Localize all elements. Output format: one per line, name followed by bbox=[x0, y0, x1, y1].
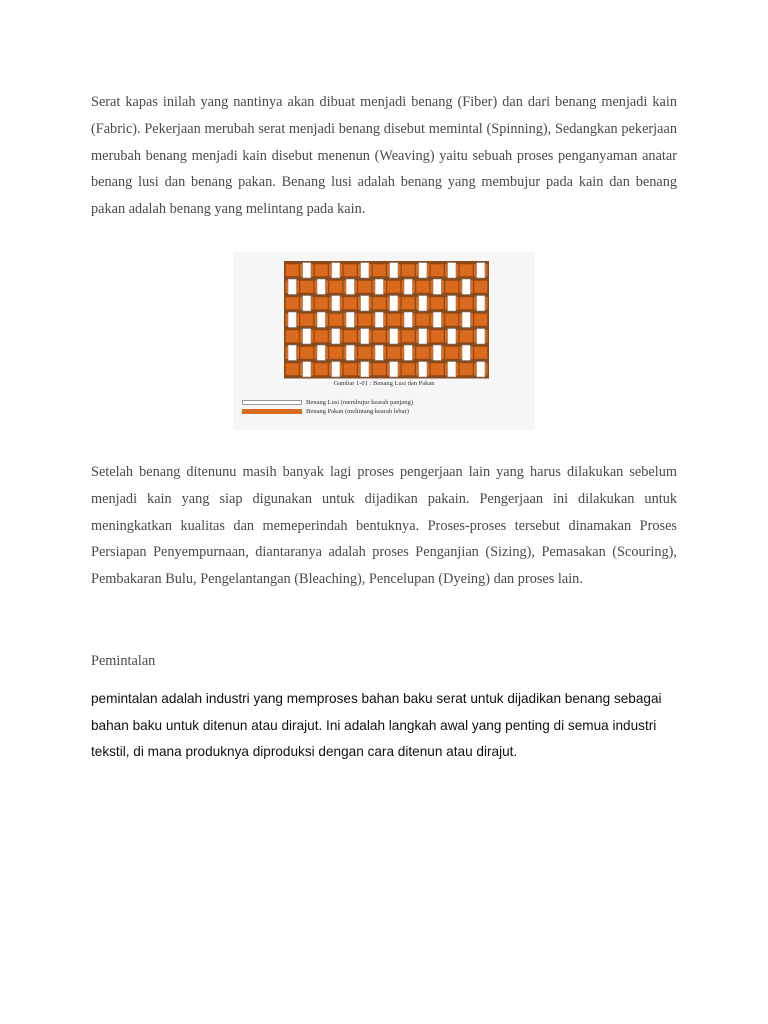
lusi-float bbox=[462, 312, 471, 328]
pakan-float bbox=[431, 330, 445, 343]
pakan-float bbox=[315, 297, 329, 310]
lusi-float bbox=[361, 263, 370, 279]
lusi-float bbox=[317, 279, 326, 295]
pakan-edge bbox=[369, 330, 372, 343]
pakan-edge bbox=[329, 297, 332, 310]
pakan-float bbox=[358, 347, 372, 360]
pakan-edge bbox=[413, 281, 416, 294]
pakan-float bbox=[460, 363, 474, 376]
lusi-float bbox=[375, 312, 384, 328]
lusi-float bbox=[404, 279, 413, 295]
lusi-float bbox=[477, 362, 486, 378]
lusi-float bbox=[303, 263, 312, 279]
pakan-edge bbox=[398, 363, 401, 376]
pakan-edge bbox=[398, 264, 401, 277]
pakan-edge bbox=[358, 297, 361, 310]
pakan-edge bbox=[329, 330, 332, 343]
pakan-float bbox=[286, 264, 300, 277]
pakan-edge bbox=[340, 363, 343, 376]
lusi-float bbox=[448, 263, 457, 279]
pakan-edge bbox=[485, 264, 488, 277]
pakan-edge bbox=[387, 330, 390, 343]
pakan-edge bbox=[471, 281, 474, 294]
weave-figure bbox=[233, 252, 535, 430]
pakan-float bbox=[460, 330, 474, 343]
pakan-float bbox=[416, 347, 430, 360]
pakan-edge bbox=[431, 314, 434, 327]
pakan-edge bbox=[445, 330, 448, 343]
pakan-float bbox=[387, 281, 401, 294]
pakan-float bbox=[329, 314, 343, 327]
pakan-edge bbox=[471, 314, 474, 327]
pakan-edge bbox=[456, 264, 459, 277]
pakan-edge bbox=[474, 264, 477, 277]
lusi-float bbox=[419, 329, 428, 345]
pakan-edge bbox=[460, 314, 463, 327]
pakan-edge bbox=[286, 347, 289, 360]
lusi-float bbox=[390, 296, 399, 312]
lusi-float bbox=[375, 279, 384, 295]
pakan-float bbox=[416, 314, 430, 327]
pakan-edge bbox=[445, 264, 448, 277]
lusi-float bbox=[462, 345, 471, 361]
lusi-float bbox=[288, 345, 297, 361]
lusi-float bbox=[346, 279, 355, 295]
pakan-float bbox=[358, 281, 372, 294]
pakan-edge bbox=[326, 281, 329, 294]
pakan-edge bbox=[416, 363, 419, 376]
pakan-edge bbox=[413, 347, 416, 360]
pakan-edge bbox=[311, 264, 314, 277]
pakan-edge bbox=[311, 363, 314, 376]
legend-swatch-pakan bbox=[242, 409, 302, 414]
pakan-float bbox=[445, 314, 459, 327]
pakan-edge bbox=[297, 347, 300, 360]
pakan-float bbox=[300, 347, 314, 360]
lusi-float bbox=[390, 362, 399, 378]
pakan-edge bbox=[456, 297, 459, 310]
pakan-edge bbox=[485, 297, 488, 310]
paragraph-finishing: Setelah benang ditenunu masih banyak lagi proses pengerjaan lain yang harus dilakukan sebelum menjadi kain yang siap digunakan untuk dijadikan pakain. Pengerjaan ini dilakukan untuk meningkatkan kualitas dan memeperindah bentuknya. Proses-proses tersebut dinamakan Proses Persiapan Penyempurnaan, diantaranya adalah proses Penganjian (Sizing), Pemasakan (Scouring), Pembakaran Bulu, Pengelantangan (Bleaching), Pencelupan (Dyeing) dan proses lain. bbox=[91, 464, 677, 588]
pakan-edge bbox=[416, 264, 419, 277]
legend-label-lusi: Benang Lusi (membujur kearah panjang) bbox=[306, 398, 413, 406]
pakan-edge bbox=[326, 347, 329, 360]
pakan-edge bbox=[402, 281, 405, 294]
lusi-float bbox=[419, 296, 428, 312]
pakan-float bbox=[445, 281, 459, 294]
pakan-edge bbox=[373, 314, 376, 327]
pakan-edge bbox=[474, 363, 477, 376]
pakan-edge bbox=[485, 330, 488, 343]
pakan-float bbox=[344, 264, 358, 277]
lusi-float bbox=[477, 329, 486, 345]
pakan-edge bbox=[369, 264, 372, 277]
pakan-edge bbox=[340, 297, 343, 310]
pakan-edge bbox=[427, 297, 430, 310]
pakan-edge bbox=[300, 297, 303, 310]
pakan-edge bbox=[358, 363, 361, 376]
pakan-float bbox=[315, 264, 329, 277]
pakan-edge bbox=[340, 264, 343, 277]
pakan-edge bbox=[387, 363, 390, 376]
lusi-float bbox=[419, 362, 428, 378]
lusi-float bbox=[404, 345, 413, 361]
legend-row-pakan bbox=[242, 407, 409, 415]
lusi-float bbox=[303, 329, 312, 345]
weave-pattern-image bbox=[233, 252, 535, 382]
pakan-edge bbox=[445, 363, 448, 376]
pakan-edge bbox=[311, 330, 314, 343]
pakan-edge bbox=[398, 297, 401, 310]
pakan-float bbox=[344, 297, 358, 310]
lusi-float bbox=[477, 263, 486, 279]
lusi-float bbox=[433, 279, 442, 295]
pakan-float bbox=[358, 314, 372, 327]
legend-row-lusi bbox=[242, 398, 413, 406]
lusi-float bbox=[462, 279, 471, 295]
pakan-edge bbox=[384, 281, 387, 294]
pakan-edge bbox=[315, 281, 318, 294]
legend-label-pakan: Benang Pakan (melintang kearah lebar) bbox=[306, 407, 409, 415]
pakan-float bbox=[286, 330, 300, 343]
lusi-float bbox=[361, 362, 370, 378]
pakan-edge bbox=[460, 281, 463, 294]
pakan-float bbox=[474, 347, 488, 360]
pakan-edge bbox=[431, 347, 434, 360]
pakan-edge bbox=[297, 281, 300, 294]
lusi-float bbox=[303, 362, 312, 378]
pakan-edge bbox=[311, 297, 314, 310]
pakan-edge bbox=[315, 314, 318, 327]
lusi-float bbox=[361, 329, 370, 345]
pakan-float bbox=[431, 297, 445, 310]
pakan-edge bbox=[427, 363, 430, 376]
pakan-edge bbox=[355, 347, 358, 360]
lusi-float bbox=[477, 296, 486, 312]
lusi-float bbox=[303, 296, 312, 312]
pakan-float bbox=[402, 363, 416, 376]
pakan-float bbox=[402, 264, 416, 277]
pakan-float bbox=[416, 281, 430, 294]
pakan-float bbox=[344, 363, 358, 376]
pakan-float bbox=[315, 363, 329, 376]
lusi-float bbox=[288, 279, 297, 295]
lusi-float bbox=[419, 263, 428, 279]
pakan-edge bbox=[344, 281, 347, 294]
pakan-edge bbox=[358, 264, 361, 277]
lusi-float bbox=[390, 329, 399, 345]
pakan-edge bbox=[300, 330, 303, 343]
pakan-edge bbox=[416, 297, 419, 310]
pakan-float bbox=[387, 314, 401, 327]
pakan-float bbox=[474, 281, 488, 294]
pakan-edge bbox=[355, 314, 358, 327]
pakan-edge bbox=[474, 297, 477, 310]
figure-caption: Gambar 1-01 : Benang Lusi dan Pakan bbox=[333, 380, 435, 387]
lusi-float bbox=[448, 362, 457, 378]
lusi-float bbox=[433, 312, 442, 328]
lusi-float bbox=[346, 345, 355, 361]
pakan-edge bbox=[427, 264, 430, 277]
pakan-edge bbox=[445, 297, 448, 310]
lusi-float bbox=[361, 296, 370, 312]
pakan-float bbox=[373, 264, 387, 277]
pakan-float bbox=[329, 281, 343, 294]
pakan-edge bbox=[315, 347, 318, 360]
pakan-float bbox=[445, 347, 459, 360]
pakan-edge bbox=[427, 330, 430, 343]
pakan-float bbox=[431, 363, 445, 376]
pakan-edge bbox=[413, 314, 416, 327]
pakan-edge bbox=[456, 363, 459, 376]
pakan-edge bbox=[340, 330, 343, 343]
pakan-edge bbox=[300, 264, 303, 277]
pakan-edge bbox=[402, 347, 405, 360]
pakan-edge bbox=[398, 330, 401, 343]
pakan-edge bbox=[326, 314, 329, 327]
legend-swatch-lusi bbox=[242, 400, 302, 405]
pakan-edge bbox=[460, 347, 463, 360]
pakan-float bbox=[387, 347, 401, 360]
pakan-edge bbox=[485, 363, 488, 376]
pakan-float bbox=[344, 330, 358, 343]
pakan-edge bbox=[416, 330, 419, 343]
pakan-edge bbox=[373, 347, 376, 360]
pakan-edge bbox=[344, 347, 347, 360]
lusi-float bbox=[375, 345, 384, 361]
lusi-float bbox=[448, 296, 457, 312]
lusi-float bbox=[332, 329, 341, 345]
pakan-edge bbox=[286, 314, 289, 327]
pakan-float bbox=[474, 314, 488, 327]
lusi-float bbox=[404, 312, 413, 328]
pakan-float bbox=[460, 264, 474, 277]
pakan-edge bbox=[387, 264, 390, 277]
lusi-float bbox=[448, 329, 457, 345]
pakan-edge bbox=[442, 281, 445, 294]
pakan-float bbox=[315, 330, 329, 343]
pakan-edge bbox=[384, 347, 387, 360]
pakan-float bbox=[300, 314, 314, 327]
pakan-edge bbox=[442, 347, 445, 360]
lusi-float bbox=[390, 263, 399, 279]
pakan-edge bbox=[402, 314, 405, 327]
pakan-float bbox=[373, 330, 387, 343]
pakan-edge bbox=[384, 314, 387, 327]
lusi-float bbox=[332, 296, 341, 312]
pakan-edge bbox=[442, 314, 445, 327]
pakan-edge bbox=[369, 363, 372, 376]
lusi-float bbox=[433, 345, 442, 361]
pakan-edge bbox=[344, 314, 347, 327]
pakan-edge bbox=[471, 347, 474, 360]
pakan-edge bbox=[355, 281, 358, 294]
paragraph-spinning: pemintalan adalah industri yang memproses bahan baku serat untuk dijadikan benang sebagai bahan baku untuk ditenun atau dirajut. Ini adalah langkah awal yang penting di semua industri tekstil, di mana produknya diproduksi dengan cara ditenun atau dirajut. bbox=[91, 691, 662, 759]
pakan-edge bbox=[329, 264, 332, 277]
pakan-edge bbox=[358, 330, 361, 343]
pakan-edge bbox=[300, 363, 303, 376]
pakan-float bbox=[431, 264, 445, 277]
paragraph-intro: Serat kapas inilah yang nantinya akan dibuat menjadi benang (Fiber) dan dari benang menjadi kain (Fabric). Pekerjaan merubah serat menjadi benang disebut memintal (Spinning), Sedangkan pekerjaan merubah benang menjadi kain disebut menenun (Weaving) yaitu sebuah proses penganyaman anatar benang lusi dan benang pakan. Benang lusi adalah benang yang membujur pada kain dan benang pakan adalah benang yang melintang pada kain. bbox=[91, 94, 677, 218]
pakan-float bbox=[329, 347, 343, 360]
lusi-float bbox=[332, 362, 341, 378]
lusi-float bbox=[288, 312, 297, 328]
section-heading: Pemintalan bbox=[91, 653, 156, 669]
pakan-float bbox=[286, 297, 300, 310]
pakan-edge bbox=[369, 297, 372, 310]
pakan-edge bbox=[474, 330, 477, 343]
lusi-float bbox=[346, 312, 355, 328]
pakan-edge bbox=[286, 281, 289, 294]
pakan-edge bbox=[373, 281, 376, 294]
lusi-float bbox=[317, 345, 326, 361]
pakan-edge bbox=[329, 363, 332, 376]
pakan-float bbox=[286, 363, 300, 376]
pakan-float bbox=[402, 330, 416, 343]
pakan-edge bbox=[456, 330, 459, 343]
pakan-edge bbox=[387, 297, 390, 310]
pakan-float bbox=[373, 363, 387, 376]
pakan-edge bbox=[431, 281, 434, 294]
lusi-float bbox=[332, 263, 341, 279]
lusi-float bbox=[317, 312, 326, 328]
pakan-edge bbox=[297, 314, 300, 327]
pakan-float bbox=[460, 297, 474, 310]
pakan-float bbox=[300, 281, 314, 294]
pakan-float bbox=[373, 297, 387, 310]
pakan-float bbox=[402, 297, 416, 310]
